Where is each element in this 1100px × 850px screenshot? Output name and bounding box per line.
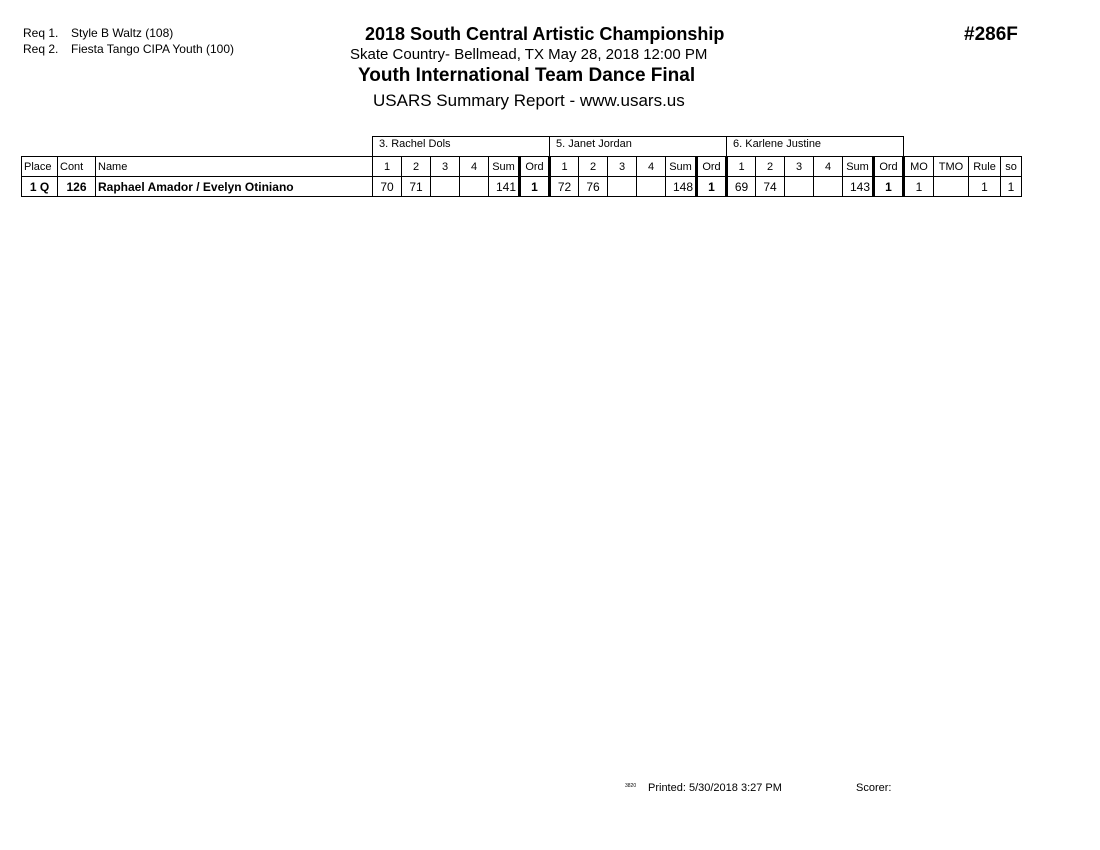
requirement-item [23,25,234,41]
column-header-cont: Cont [58,157,96,177]
requirement-number: Req 1. [23,26,59,40]
table-row [22,177,1022,197]
column-header-ord: Ord [520,157,550,177]
championship-title: 2018 South Central Artistic Championship [365,24,725,44]
score-cell [460,177,489,197]
so-cell: 1 [1001,177,1022,197]
column-header-sum: Sum [666,157,697,177]
column-header-name: Name [96,157,373,177]
column-header-score-2: 2 [579,157,608,177]
column-header-score-1: 1 [373,157,402,177]
judge-name: 5. Janet Jordan [550,137,727,157]
column-header-score-2: 2 [402,157,431,177]
ord-cell: 1 [874,177,904,197]
requirements-list [23,25,234,57]
column-header-so: so [1001,157,1022,177]
column-header-score-3: 3 [785,157,814,177]
column-header-score-2: 2 [756,157,785,177]
score-cell [431,177,460,197]
requirement-text: Style B Waltz (108) [71,26,174,40]
column-header-mo: MO [904,157,934,177]
requirement-number: Req 2. [23,42,59,56]
ord-cell: 1 [697,177,727,197]
column-header-score-1: 1 [727,157,756,177]
event-title: Youth International Team Dance Final [358,65,696,86]
column-header-score-4: 4 [814,157,843,177]
column-header-sum: Sum [843,157,874,177]
event-number: #286F [964,24,1018,45]
requirement-text: Fiesta Tango CIPA Youth (100) [71,42,235,56]
column-header-score-1: 1 [550,157,579,177]
column-header-rule: Rule [969,157,1001,177]
judge-name: 6. Karlene Justine [727,137,904,157]
sum-cell: 143 [843,177,874,197]
column-header-score-3: 3 [431,157,460,177]
mo-cell: 1 [904,177,934,197]
score-cell [785,177,814,197]
cont-cell: 126 [58,177,96,197]
score-cell [637,177,666,197]
score-cell: 74 [756,177,785,197]
tmo-cell [934,177,969,197]
score-cell: 72 [550,177,579,197]
score-cell [608,177,637,197]
score-cell [814,177,843,197]
name-cell: Raphael Amador / Evelyn Otiniano [96,177,373,197]
printed-timestamp: Printed: 5/30/2018 3:27 PM [648,782,782,794]
report-code: 3820 [625,783,637,789]
rule-cell: 1 [969,177,1001,197]
column-header-row [22,157,1022,177]
score-cell: 76 [579,177,608,197]
score-cell: 69 [727,177,756,197]
venue-date-line: Skate Country- Bellmead, TX May 28, 2018 12:00 PM [350,46,708,63]
column-header-sum: Sum [489,157,520,177]
column-header-score-4: 4 [637,157,666,177]
column-header-place: Place [22,157,58,177]
judges-header-row [22,137,1022,157]
place-cell: 1 Q [22,177,58,197]
judge-name: 3. Rachel Dols [373,137,550,157]
column-header-tmo: TMO [934,157,969,177]
score-cell: 71 [402,177,431,197]
score-cell: 70 [373,177,402,197]
sum-cell: 141 [489,177,520,197]
column-header-ord: Ord [874,157,904,177]
column-header-ord: Ord [697,157,727,177]
ord-cell: 1 [520,177,550,197]
scorer-label: Scorer: [856,782,892,794]
sum-cell: 148 [666,177,697,197]
results-table [21,136,1022,197]
column-header-score-4: 4 [460,157,489,177]
column-header-score-3: 3 [608,157,637,177]
report-title: USARS Summary Report - www.usars.us [373,91,685,110]
requirement-item [23,41,234,57]
